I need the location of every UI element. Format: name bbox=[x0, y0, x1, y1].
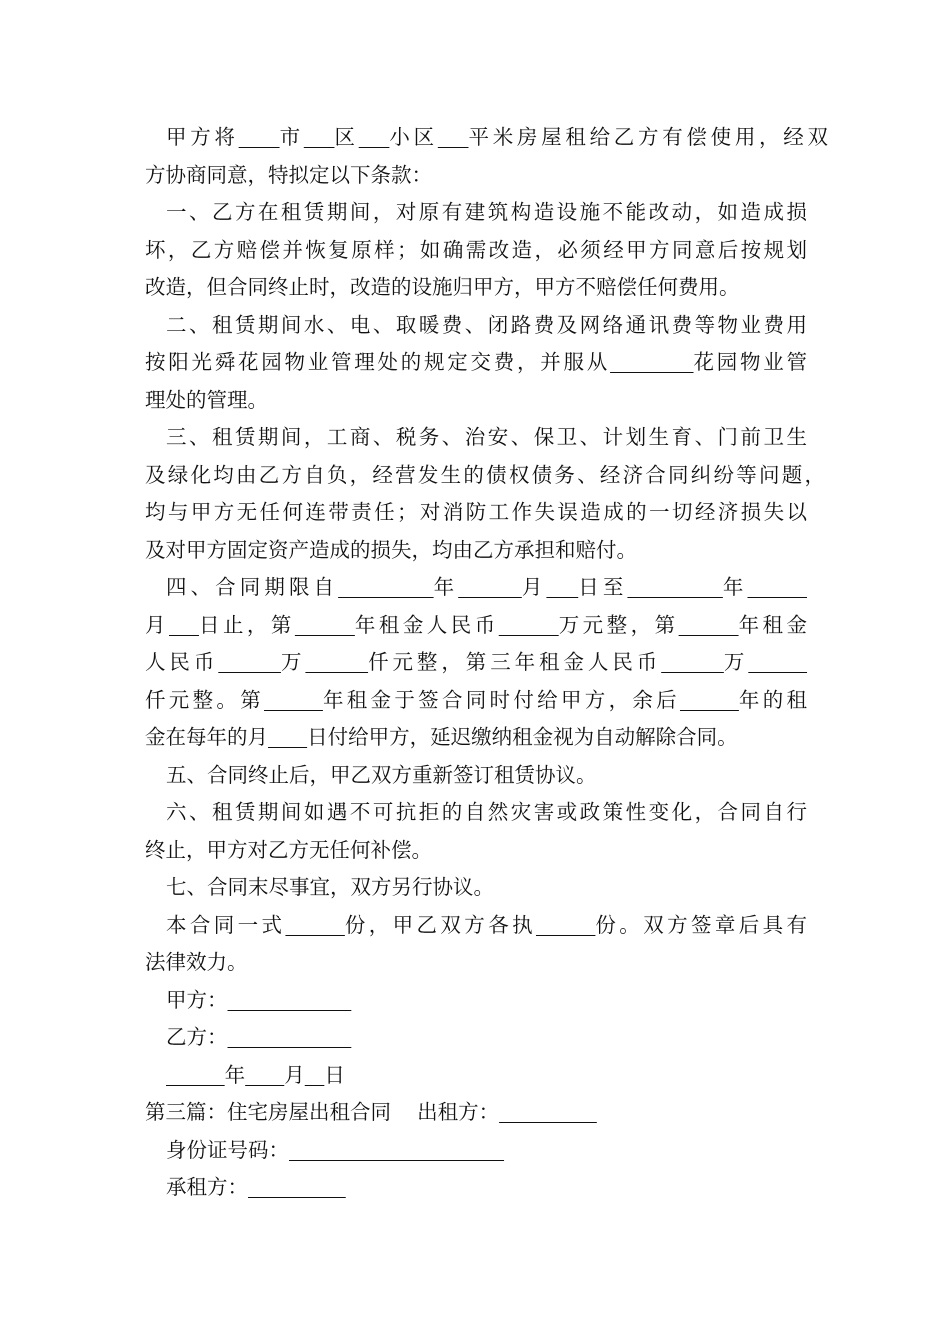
blank-field bbox=[228, 1025, 352, 1049]
blank-field bbox=[661, 650, 724, 674]
clause-4-line: 四、合同期限自 年 月 日至 年 bbox=[166, 573, 807, 601]
blank-field bbox=[747, 575, 807, 599]
blank-field bbox=[295, 613, 355, 637]
copies-line: 法律效力。 bbox=[145, 950, 248, 974]
blank-field bbox=[264, 688, 323, 712]
blank-field bbox=[680, 688, 739, 712]
blank-field bbox=[679, 613, 739, 637]
clause-3-line: 及对甲方固定资产造成的损失，均由乙方承担和赔付。 bbox=[145, 538, 637, 562]
clause-4-line: 月 日止，第 年租金人民币 万元整，第 年租金 bbox=[145, 613, 808, 637]
blank-field bbox=[218, 650, 281, 674]
paragraph-line: 甲方将 市 区 小区 平米房屋租给乙方有偿使用，经双 bbox=[166, 125, 828, 149]
blank-field bbox=[305, 650, 368, 674]
blank-field bbox=[338, 575, 433, 599]
blank-field bbox=[748, 650, 807, 674]
clause-3-line: 三、租赁期间，工商、税务、治安、保卫、计划生育、门前卫生 bbox=[166, 425, 807, 449]
blank-field bbox=[627, 575, 722, 599]
blank-field bbox=[610, 350, 693, 374]
lessee-field: 承租方： bbox=[166, 1173, 346, 1201]
blank-field bbox=[268, 725, 307, 749]
clause-1-line: 一、乙方在租赁期间，对原有建筑构造设施不能改动，如造成损 bbox=[166, 200, 807, 224]
signature-date: 年 月 日 bbox=[166, 1061, 345, 1089]
clause-4-line: 仟元整。第 年租金于签合同时付给甲方，余后 年的租 bbox=[145, 688, 808, 712]
id-number-field: 身份证号码： bbox=[166, 1136, 504, 1164]
clause-3-line: 均与甲方无任何连带责任；对消防工作失误造成的一切经济损失以 bbox=[145, 500, 807, 524]
blank-field bbox=[458, 575, 522, 599]
clause-6-line: 六、租赁期间如遇不可抗拒的自然灾害或政策性变化，合同自行 bbox=[166, 800, 807, 824]
copies-line: 本合同一式 份，甲乙双方各执 份。双方签章后具有 bbox=[166, 913, 808, 937]
blank-field bbox=[536, 913, 595, 937]
clause-3-line: 及绿化均由乙方自负，经营发生的债权债务、经济合同纠纷等问题， bbox=[145, 463, 825, 487]
clause-1-line: 改造，但合同终止时，改造的设施归甲方，甲方不赔偿任何费用。 bbox=[145, 275, 740, 299]
party-b-signature: 乙方： bbox=[166, 1023, 351, 1051]
clause-7-line: 七、合同末尽事宜，双方另行协议。 bbox=[166, 875, 494, 899]
clause-2-line: 按阳光舜花园物业管理处的规定交费，并服从 花园物业管 bbox=[145, 350, 808, 374]
clause-5-line: 五、合同终止后，甲乙双方重新签订租赁协议。 bbox=[166, 763, 597, 787]
blank-field bbox=[248, 1175, 346, 1199]
blank-field bbox=[228, 988, 352, 1012]
paragraph-line: 方协商同意，特拟定以下条款： bbox=[145, 163, 432, 187]
party-a-signature: 甲方： bbox=[166, 986, 351, 1014]
blank-field bbox=[304, 125, 335, 149]
blank-field bbox=[359, 125, 390, 149]
blank-field bbox=[438, 125, 469, 149]
blank-field bbox=[499, 613, 559, 637]
section-three-heading: 第三篇：住宅房屋出租合同 出租方： bbox=[145, 1098, 597, 1126]
blank-field bbox=[499, 1100, 597, 1124]
clause-4-line: 人民币 万 仟元整，第三年租金人民币 万 bbox=[145, 648, 807, 676]
clause-2-line: 理处的管理。 bbox=[145, 388, 268, 412]
blank-field bbox=[169, 613, 199, 637]
blank-field bbox=[289, 1138, 504, 1162]
clause-2-line: 二、租赁期间水、电、取暖费、闭路费及网络通讯费等物业费用 bbox=[166, 313, 807, 337]
blank-field bbox=[239, 125, 280, 149]
blank-field bbox=[245, 1063, 284, 1087]
blank-field bbox=[546, 575, 578, 599]
clause-4-line: 金在每年的月 日付给甲方，延迟缴纳租金视为自动解除合同。 bbox=[145, 725, 738, 749]
clause-6-line: 终止，甲方对乙方无任何补偿。 bbox=[145, 838, 432, 862]
blank-field bbox=[166, 1063, 225, 1087]
blank-field bbox=[305, 1063, 325, 1087]
blank-field bbox=[285, 913, 344, 937]
clause-1-line: 坏，乙方赔偿并恢复原样；如确需改造，必须经甲方同意后按规划 bbox=[145, 238, 807, 262]
